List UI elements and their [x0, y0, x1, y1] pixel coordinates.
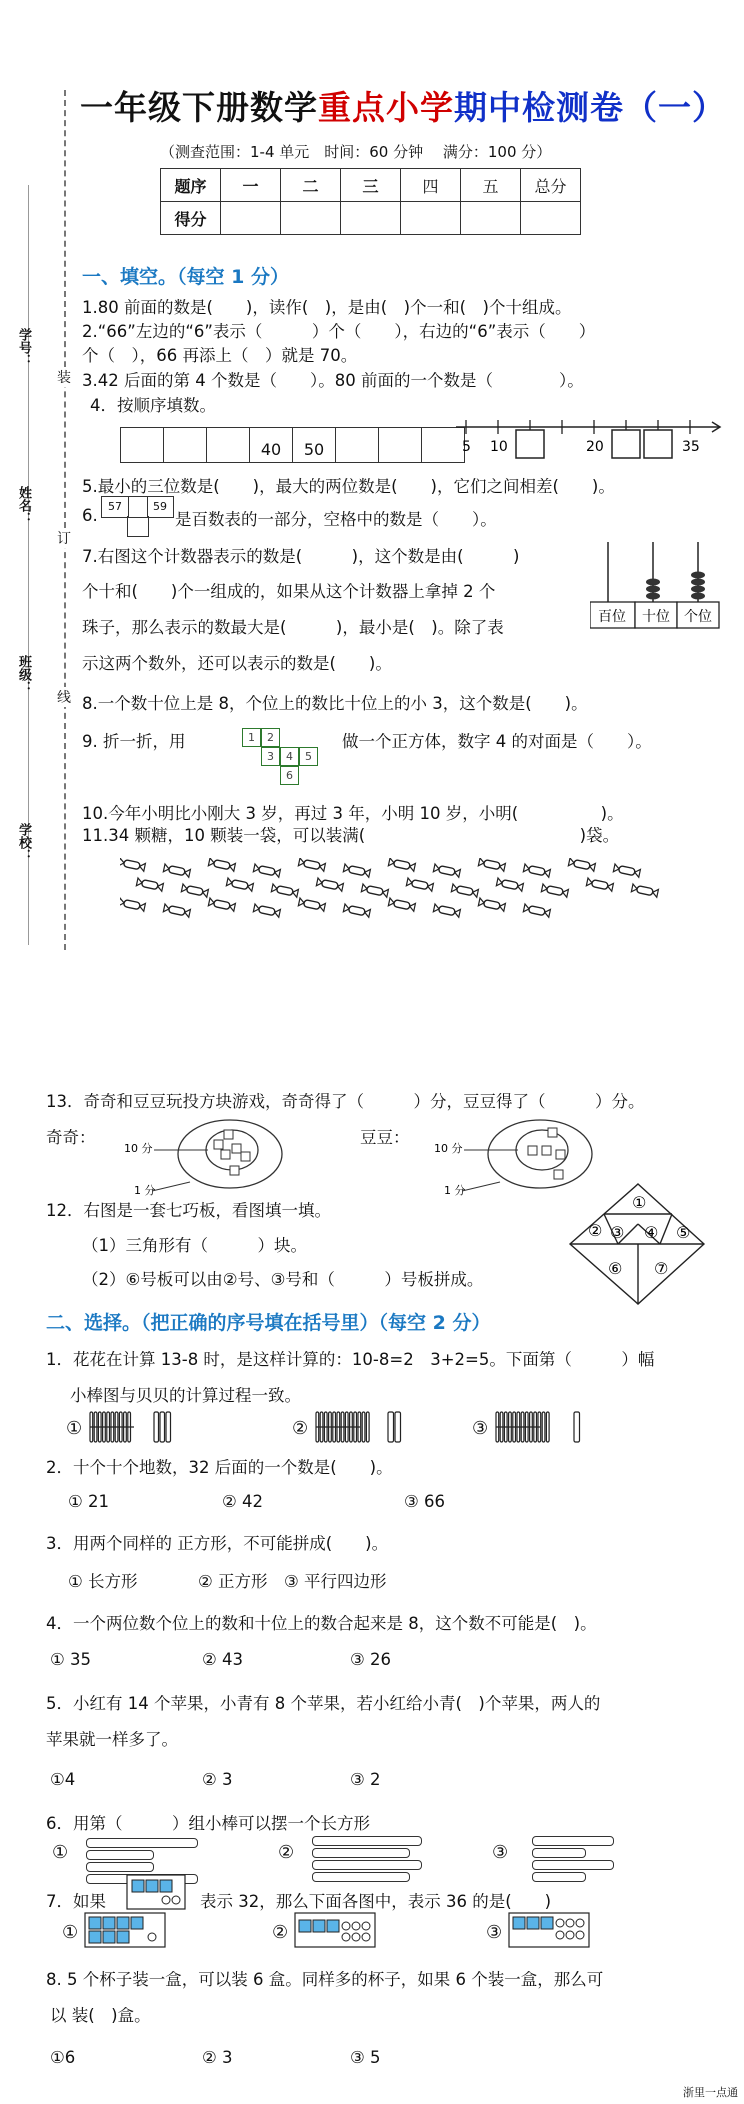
sequence-box[interactable]: [207, 427, 250, 463]
section-2-title: 二、选择。（把正确的序号填在括号里）（每空 2 分）: [46, 1312, 491, 1334]
choice-3-option-1[interactable]: ① 长方形: [68, 1572, 138, 1591]
tangram-diagram: [568, 1182, 708, 1307]
title-part-3: 期中检测卷（一）: [454, 88, 726, 127]
choice-8-option-1[interactable]: ①6: [50, 2048, 76, 2067]
option-mark-2[interactable]: ②: [278, 1842, 295, 1863]
score-input-cell[interactable]: [281, 202, 341, 235]
class-label: 班级：: [16, 655, 31, 694]
page-title: [80, 82, 726, 129]
candy: [343, 864, 370, 877]
question-12: 12．右图是一套七巧板，看图填一填。: [46, 1201, 331, 1220]
candy: [523, 904, 550, 917]
stick: [546, 1412, 549, 1442]
option-mark-1[interactable]: ①: [62, 1922, 79, 1943]
option-mark-2[interactable]: ②: [292, 1418, 309, 1439]
candy: [523, 864, 550, 877]
question-6-number: 6.: [82, 506, 98, 525]
cube-net-cell: 4: [280, 747, 299, 766]
hundred-cell: 57: [101, 496, 129, 518]
choice-6: 6．用第（ ）组小棒可以摆一个长方形: [46, 1814, 370, 1833]
question-8: 8.一个数十位上是 8，个位上的数比十位上的小 3，这个数是( )。: [82, 694, 588, 713]
sequence-box[interactable]: [379, 427, 422, 463]
question-5: 5.最小的三位数是( )，最大的两位数是( )，它们之间相差( )。: [82, 477, 615, 496]
ring-label-1: 1 分: [444, 1184, 466, 1197]
question-7-line-1: 7.右图这个计数器表示的数是( )，这个数是由( ): [82, 547, 520, 566]
candy: [120, 858, 145, 871]
stick: [532, 1848, 586, 1858]
title-part-1: 一年级下册数学: [80, 88, 318, 127]
candy: [316, 878, 343, 891]
candy: [253, 904, 280, 917]
block-option-1: [84, 1912, 166, 1948]
choice-1-line-2: 小棒图与贝贝的计算过程一致。: [70, 1386, 301, 1405]
tangram-piece-2: ②: [588, 1221, 603, 1240]
stick-bundles-image: [86, 1408, 726, 1448]
candy: [163, 904, 190, 917]
tangram-piece-7: ⑦: [654, 1259, 669, 1278]
choice-5-line-1: 5．小红有 14 个苹果，小青有 8 个苹果，若小红给小青( )个苹果，两人的: [46, 1694, 601, 1713]
stick: [166, 1412, 171, 1442]
stick: [86, 1838, 198, 1848]
footer-brand: 浙里一点通: [683, 2086, 738, 2099]
question-12-part-2: （2）⑥号板可以由②号、③号和（ ）号板拼成。: [82, 1270, 484, 1289]
sequence-boxes: [120, 427, 465, 463]
choice-5-line-2: 苹果就一样多了。: [46, 1730, 178, 1749]
cut-mark-zhuang: 装: [57, 367, 71, 387]
question-11: 11.34 颗糖，10 颗装一袋，可以装满( )袋。: [82, 826, 620, 845]
tangram-piece-4: ④: [644, 1223, 659, 1242]
candy: [253, 864, 280, 877]
choice-4-option-3[interactable]: ③ 26: [350, 1650, 392, 1669]
cube-net-cell: 5: [299, 747, 318, 766]
choice-8-line-1: 8. 5 个杯子装一盒，可以装 6 盒。同样多的杯子，如果 6 个装一盒，那么可: [46, 1970, 604, 1989]
question-13: 13．奇奇和豆豆玩投方块游戏，奇奇得了（ ）分，豆豆得了（ ）分。: [46, 1092, 645, 1111]
question-7-line-2: 个十和( )个一组成的，如果从这个计数器上拿掉 2 个: [82, 582, 496, 601]
candy: [478, 898, 505, 911]
candy: [451, 884, 478, 897]
student-id-label: 学号：: [16, 328, 31, 367]
cube-net-cell: 6: [280, 766, 299, 785]
question-1: 1.80 前面的数是( )，读作( )，是由( )个一和( )个十组成。: [82, 298, 572, 317]
score-input-cell[interactable]: [461, 202, 521, 235]
stick: [312, 1848, 410, 1858]
stick: [574, 1412, 580, 1442]
hundred-cell: 59: [147, 496, 174, 518]
choice-2-option-2[interactable]: ② 42: [222, 1492, 264, 1511]
candy: [271, 884, 298, 897]
question-6-text: 是百数表的一部分，空格中的数是（ ）。: [175, 510, 497, 529]
qiqi-target: [120, 1110, 290, 1200]
name-label: 姓名：: [16, 486, 31, 525]
candy: [388, 858, 415, 871]
stick: [366, 1412, 369, 1442]
choice-3: 3．用两个同样的 正方形，不可能拼成( )。: [46, 1534, 389, 1553]
sequence-box: 50: [293, 427, 336, 463]
candy: [343, 904, 370, 917]
sequence-box[interactable]: [120, 427, 164, 463]
score-header-row: [161, 169, 581, 202]
tangram-piece-3: ③: [610, 1223, 625, 1242]
candy: [136, 878, 163, 891]
numline-blank-box[interactable]: [612, 430, 640, 458]
choice-5-option-3[interactable]: ③ 2: [350, 1770, 381, 1789]
stick: [532, 1872, 586, 1882]
tangram-piece-5: ⑤: [676, 1223, 691, 1242]
stick: [362, 1412, 365, 1442]
question-7-line-4: 示这两个数外，还可以表示的数是( )。: [82, 654, 392, 673]
option-mark-1[interactable]: ①: [52, 1842, 69, 1863]
cube-net-cell: 3: [261, 747, 280, 766]
candy: [181, 884, 208, 897]
candy: [568, 858, 595, 871]
choice-2-option-1[interactable]: ① 21: [68, 1492, 110, 1511]
question-3: 3.42 后面的第 4 个数是（ ）。80 前面的一个数是（ ）。: [82, 371, 584, 390]
option-mark-3[interactable]: ③: [492, 1842, 509, 1863]
cube-net-cell: 1: [242, 728, 261, 747]
cube-net: [242, 728, 332, 792]
tangram-piece-6: ⑥: [608, 1259, 623, 1278]
choice-8-line-2: 以 装( )盒。: [50, 2006, 151, 2025]
numline-label: 5: [462, 439, 471, 455]
candy: [406, 878, 433, 891]
candy: [388, 898, 415, 911]
candy: [478, 858, 505, 871]
numline-blank-box[interactable]: [644, 430, 672, 458]
numline-label: 35: [682, 439, 700, 455]
qiqi-label: 奇奇：: [46, 1128, 96, 1147]
candy: [163, 864, 190, 877]
abacus-label-tens: 十位: [642, 609, 670, 625]
stick: [388, 1412, 394, 1442]
cut-mark-ding: 订: [57, 528, 71, 548]
abacus-label-ones: 个位: [684, 609, 712, 625]
stick: [312, 1872, 410, 1882]
numline-blank-box[interactable]: [516, 430, 544, 458]
candy: [120, 898, 145, 911]
candy: [361, 884, 388, 897]
score-value-row: [161, 202, 581, 235]
score-label-cell: 得分: [161, 202, 221, 235]
block-example-32: [126, 1874, 186, 1910]
score-input-cell[interactable]: [401, 202, 461, 235]
question-2-line-1: 2.“66”左边的“6”表示（ ）个（ ），右边的“6”表示（ ）: [82, 322, 596, 341]
score-header-cell: 五: [461, 169, 521, 202]
candy: [433, 904, 460, 917]
question-7-line-3: 珠子，那么表示的数最大是( )，最小是( )。除了表: [82, 618, 504, 637]
choice-4: 4．一个两位数个位上的数和十位上的数合起来是 8，这个数不可能是( )。: [46, 1614, 597, 1633]
score-header-cell: 二: [281, 169, 341, 202]
candy: [613, 864, 640, 877]
numline-label: 20: [586, 439, 604, 455]
question-2-line-2: 个（ ），66 再添上（ ）就是 70。: [82, 346, 358, 365]
cube-net-cell: 2: [261, 728, 280, 747]
option-mark-3[interactable]: ③: [472, 1418, 489, 1439]
abacus-beads-ones: [691, 572, 705, 600]
ring-label-1: 1 分: [134, 1184, 156, 1197]
candy: [226, 878, 253, 891]
sequence-box: 40: [250, 427, 293, 463]
candy: [541, 884, 568, 897]
title-part-2: 重点小学: [318, 88, 454, 127]
abacus-beads-tens: [646, 579, 660, 600]
binding-dashed-line: [64, 90, 66, 950]
abacus-diagram: [590, 540, 720, 635]
hundred-cell-blank[interactable]: [127, 516, 149, 537]
score-input-cell[interactable]: [521, 202, 581, 235]
hundred-cell-blank[interactable]: [127, 496, 148, 518]
question-12-part-1: （1）三角形有（ ）块。: [82, 1236, 307, 1255]
number-line: [452, 415, 727, 465]
question-9-part-2: 做一个正方体，数字 4 的对面是（ ）。: [342, 732, 652, 751]
section-1-title: 一、填空。（每空 1 分）: [82, 266, 289, 288]
candy: [298, 858, 325, 871]
exam-meta: （测查范围：1-4 单元 时间：60 分钟 满分：100 分）: [160, 143, 552, 161]
stick: [160, 1412, 165, 1442]
score-input-cell[interactable]: [341, 202, 401, 235]
stick: [154, 1412, 159, 1442]
choice-1-line-1: 1．花花在计算 13-8 时，是这样计算的：10-8=2 3+2=5。下面第（ ）幅: [46, 1350, 655, 1369]
stick: [86, 1850, 154, 1860]
question-4: 4．按顺序填数。: [90, 396, 216, 415]
option-mark-1[interactable]: ①: [66, 1418, 83, 1439]
ring-label-10: 10 分: [434, 1142, 463, 1155]
stick: [532, 1860, 614, 1870]
choice-3-option-2[interactable]: ② 正方形: [198, 1572, 268, 1591]
sequence-box[interactable]: [164, 427, 207, 463]
choice-4-option-2[interactable]: ② 43: [202, 1650, 244, 1669]
choice-3-option-3[interactable]: ③ 平行四边形: [284, 1572, 387, 1591]
choice-5-option-1[interactable]: ①4: [50, 1770, 76, 1789]
score-header-cell: 三: [341, 169, 401, 202]
question-10: 10.今年小明比小刚大 3 岁，再过 3 年，小明 10 岁，小明( )。: [82, 804, 624, 823]
choice-7-part-2: 表示 32，那么下面各图中，表示 36 的是( ): [200, 1892, 552, 1911]
choice-5-option-2[interactable]: ② 3: [202, 1770, 233, 1789]
cut-mark-xian: 线: [57, 687, 71, 707]
candy: [433, 864, 460, 877]
option-mark-2[interactable]: ②: [272, 1922, 289, 1943]
score-header-cell: 总分: [521, 169, 581, 202]
stick: [542, 1412, 545, 1442]
choice-4-option-1[interactable]: ① 35: [50, 1650, 92, 1669]
stick: [86, 1862, 154, 1872]
candy: [208, 898, 235, 911]
score-header-cell: 题序: [161, 169, 221, 202]
doudou-label: 豆豆：: [360, 1128, 410, 1147]
score-header-cell: 一: [221, 169, 281, 202]
choice-8-option-2[interactable]: ② 3: [202, 2048, 233, 2067]
abacus-label-hundreds: 百位: [598, 609, 626, 625]
score-header-cell: 四: [401, 169, 461, 202]
question-9-part-1: 9. 折一折，用: [82, 732, 186, 751]
candy: [631, 884, 658, 897]
choice-7-part-1: 7．如果: [46, 1892, 106, 1911]
candy-group-image: [120, 858, 690, 924]
stick: [312, 1836, 422, 1846]
choice-2: 2．十个十个地数，32 后面的一个数是( )。: [46, 1458, 393, 1477]
candies: [120, 858, 658, 917]
tangram-piece-1: ①: [632, 1193, 647, 1212]
candy: [586, 878, 613, 891]
score-input-cell[interactable]: [221, 202, 281, 235]
option-mark-3[interactable]: ③: [486, 1922, 503, 1943]
ring-label-10: 10 分: [124, 1142, 153, 1155]
school-label: 学校：: [16, 823, 31, 862]
candy: [208, 858, 235, 871]
score-table: [160, 168, 581, 235]
stick: [532, 1836, 614, 1846]
choice-2-option-3[interactable]: ③ 66: [404, 1492, 446, 1511]
choice-8-option-3[interactable]: ③ 5: [350, 2048, 381, 2067]
stick: [395, 1412, 401, 1442]
candy: [496, 878, 523, 891]
numline-label: 10: [490, 439, 508, 455]
stick: [312, 1860, 422, 1870]
block-option-2: [294, 1912, 376, 1948]
block-option-3: [508, 1912, 590, 1948]
sequence-box[interactable]: [336, 427, 379, 463]
candy: [298, 898, 325, 911]
